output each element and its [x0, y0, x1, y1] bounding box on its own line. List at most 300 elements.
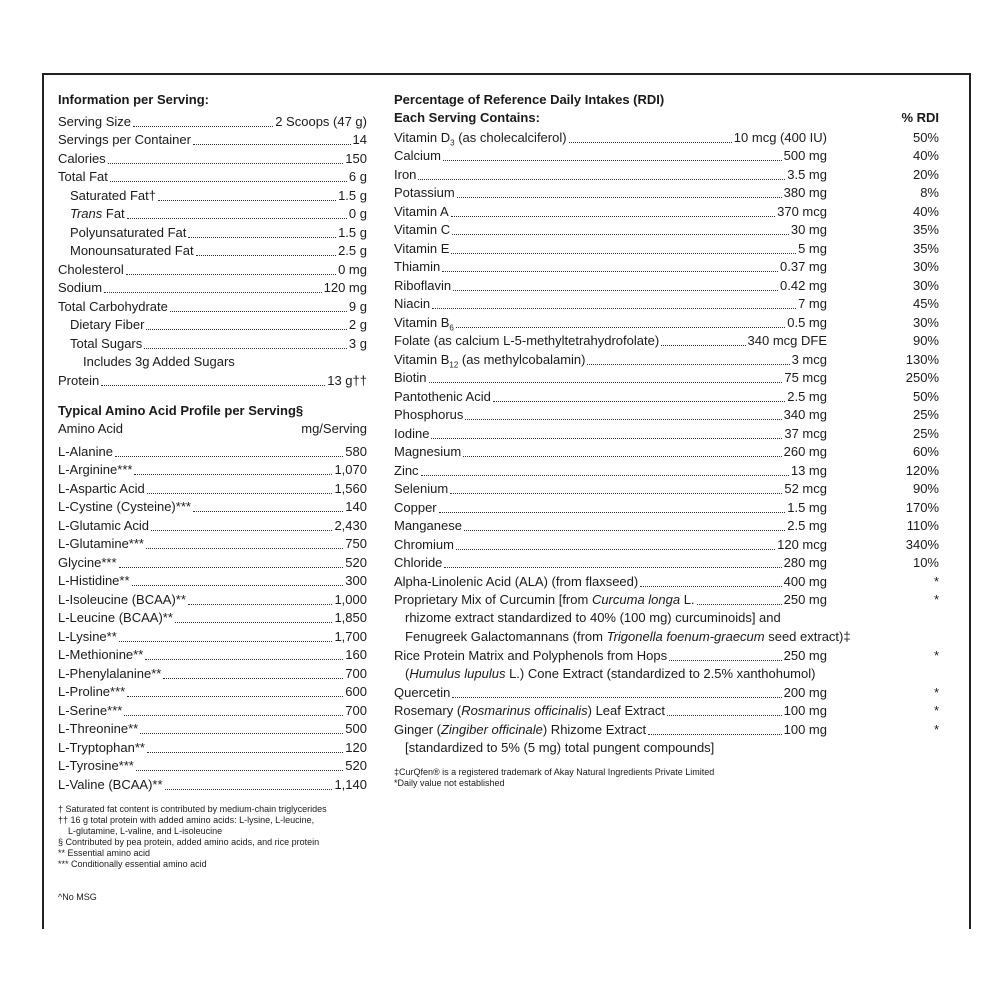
- rdi-title: Percentage of Reference Daily Intakes (RDI): [394, 92, 665, 107]
- leader-dots: [188, 237, 336, 238]
- rdi-row: [394, 406, 939, 425]
- row-label: Cholesterol: [58, 261, 124, 277]
- row-label: L-Glutamine***: [58, 536, 144, 551]
- leader-dots: [465, 419, 781, 420]
- subscript: 12: [449, 360, 459, 370]
- amino-row: [58, 627, 367, 646]
- rdi-row-pct: 60%: [912, 444, 939, 459]
- rdi-row-pct: 30%: [912, 314, 939, 330]
- rdi-row-pct: 50%: [912, 388, 939, 404]
- row-label: Trans Fat: [70, 206, 125, 221]
- subscript: 3: [450, 138, 455, 148]
- info-row-protein: [58, 371, 367, 390]
- row-label: L-Lysine**: [58, 628, 117, 644]
- row-value: 2,430: [334, 517, 367, 533]
- rdi-row-value: 0.5 mg: [787, 314, 827, 330]
- label-italic-text: Zingiber officinale: [440, 721, 543, 737]
- rdi-row-rice-protein: [394, 646, 939, 665]
- rdi-row-value: 370 mcg: [777, 203, 827, 219]
- info-row: [58, 149, 367, 168]
- row-label: L-Leucine (BCAA)**: [58, 610, 173, 625]
- label-italic-text: Curcuma longa: [591, 592, 681, 607]
- rdi-row-value: 120 mcg: [777, 536, 827, 552]
- row-value: 150: [345, 150, 367, 166]
- rdi-row-pct: 25%: [912, 407, 939, 422]
- leader-dots: [587, 364, 789, 365]
- row-value: 1.5 g: [338, 224, 367, 240]
- rdi-row-label: Iron: [394, 166, 417, 182]
- row-label: Saturated Fat†: [70, 187, 156, 203]
- leader-dots: [456, 549, 775, 550]
- leader-dots: [196, 255, 337, 256]
- rdi-row-label: Zinc: [394, 462, 419, 478]
- leader-dots: [443, 160, 782, 161]
- rdi-row-pct: 170%: [905, 499, 939, 515]
- rdi-row-pct: 35%: [912, 240, 939, 256]
- rdi-row: [394, 443, 939, 462]
- leader-dots: [669, 660, 782, 661]
- row-label: L-Tyrosine***: [58, 758, 134, 773]
- info-row-label: Protein: [58, 372, 100, 388]
- row-value: 2 g: [348, 317, 367, 332]
- row-value: 1,070: [334, 462, 367, 477]
- rdi-row-label: Iodine: [394, 425, 430, 441]
- rdi-row-label: Vitamin $B_6$: [394, 314, 454, 333]
- added-sugars-note: Includes 3g Added Sugars: [83, 353, 235, 369]
- row-value: 9 g: [348, 298, 367, 314]
- rdi-row-pct: *: [933, 703, 939, 718]
- rdi-row-pct: *: [933, 592, 939, 607]
- left-footnotes: [58, 804, 367, 870]
- leader-dots: [697, 604, 782, 605]
- leader-dots: [101, 385, 325, 386]
- rdi-row-value: 100 mg: [783, 703, 827, 718]
- rdi-row-label: Pantothenic Acid: [394, 388, 491, 404]
- label-italic-text: Humulus lupulus: [409, 665, 506, 681]
- info-row: [58, 297, 367, 316]
- no-msg-note: ^No MSG: [58, 891, 97, 902]
- rdi-row-value: 260 mg: [783, 444, 827, 459]
- rdi-row-quercetin: [394, 683, 939, 702]
- rdi-row-value: 0.42 mg: [780, 277, 827, 293]
- amino-row: [58, 738, 367, 757]
- row-label: Calories: [58, 150, 106, 166]
- row-value: 1,560: [334, 480, 367, 496]
- info-title: Information per Serving:: [58, 92, 209, 107]
- rdi-subheader: [394, 109, 939, 127]
- rdi-row-value: 340 mcg DFE: [747, 333, 827, 348]
- row-label: Servings per Container: [58, 132, 191, 147]
- leader-dots: [444, 567, 781, 568]
- rdi-row-label: Chloride: [394, 555, 443, 570]
- rdi-row-pct: 40%: [912, 203, 939, 219]
- leader-dots: [452, 234, 789, 235]
- row-value: 120: [345, 739, 367, 755]
- footnote: † Saturated fat content is contributed by medium-chain triglycerides: [58, 803, 327, 814]
- rdi-row-value: 500 mg: [783, 148, 827, 163]
- rdi-row-label: Niacin: [394, 296, 431, 311]
- row-label: L-Phenylalanine**: [58, 665, 162, 681]
- rdi-row: [394, 202, 939, 221]
- amino-row: [58, 479, 367, 498]
- rdi-row-pct: *: [933, 721, 939, 737]
- row-value: 300: [345, 573, 367, 588]
- rdi-row-label: Vitamin A: [394, 203, 449, 219]
- leader-dots: [158, 200, 336, 201]
- leader-dots: [667, 715, 782, 716]
- row-value: 750: [345, 536, 367, 551]
- rdi-row: [394, 128, 939, 147]
- leader-dots: [140, 733, 343, 734]
- leader-dots: [119, 567, 344, 568]
- rdi-row: [394, 369, 939, 388]
- rdi-row: [394, 480, 939, 499]
- row-label: Glycine***: [58, 554, 117, 570]
- footnote: § Contributed by pea protein, added amino acids, and rice protein: [58, 836, 320, 847]
- rdi-rows: [394, 128, 939, 591]
- rdi-row-label: Vitamin E: [394, 240, 450, 256]
- row-value: 0 g: [348, 206, 367, 221]
- amino-title: Typical Amino Acid Profile per Serving§: [58, 402, 304, 418]
- row-value: 1.5 g: [338, 187, 367, 203]
- leader-dots: [418, 179, 785, 180]
- label-text: Rosemary (: [394, 703, 462, 718]
- amino-row: [58, 683, 367, 702]
- rdi-row-label: Phosphorus: [394, 407, 464, 422]
- row-value: 14: [352, 132, 367, 147]
- rdi-row-value: 0.37 mg: [780, 259, 827, 274]
- row-value: 120 mg: [323, 280, 367, 295]
- footnote: L-glutamine, L-valine, and L-isoleucine: [68, 825, 223, 836]
- info-row: [58, 279, 367, 298]
- rdi-row-value: 2.5 mg: [787, 518, 827, 533]
- leader-dots: [661, 345, 745, 346]
- leader-dots: [163, 678, 343, 679]
- rdi-row-pct: 120%: [905, 462, 939, 478]
- row-value: 1,140: [334, 776, 367, 792]
- rdi-ginger-line2: [standardized to 5% (5 mg) total pungent compounds]: [405, 739, 715, 755]
- rdi-row-value: 100 mg: [783, 721, 827, 737]
- rdi-row-value: 280 mg: [783, 555, 827, 570]
- leader-dots: [188, 604, 333, 605]
- row-label: L-Methionine**: [58, 647, 144, 662]
- leader-dots: [146, 548, 343, 549]
- leader-dots: [127, 696, 343, 697]
- rdi-row-label: Vitamin C: [394, 222, 451, 237]
- rdi-row-value: 380 mg: [783, 185, 827, 200]
- label-text: L.) Cone Extract (standardized to 2.5% xanthohumol): [505, 665, 816, 681]
- rdi-row: [394, 184, 939, 203]
- rdi-row: [394, 517, 939, 536]
- leader-dots: [569, 142, 732, 143]
- rdi-row-label: [394, 702, 665, 720]
- rdi-row-pct: 8%: [920, 185, 939, 200]
- rdi-row-pct: 90%: [912, 333, 939, 348]
- rdi-row-pct: 30%: [912, 259, 939, 274]
- amino-row: [58, 590, 367, 609]
- label-italic-text: Rosmarinus officinalis: [461, 703, 588, 718]
- rdi-row-label: Quercetin: [394, 684, 451, 700]
- label-text: seed extract)‡: [764, 628, 851, 644]
- row-label: Polyunsaturated Fat: [70, 224, 187, 240]
- row-value: 6 g: [348, 169, 367, 184]
- row-value: 2.5 g: [338, 243, 367, 258]
- leader-dots: [421, 475, 789, 476]
- row-value: 520: [345, 554, 367, 570]
- rdi-row-value: 37 mcg: [784, 425, 827, 441]
- rdi-subtitle: Each Serving Contains:: [394, 110, 540, 125]
- row-label: L-Glutamic Acid: [58, 517, 150, 533]
- leader-dots: [439, 512, 786, 513]
- info-row: [58, 205, 367, 224]
- leader-dots: [175, 622, 333, 623]
- rdi-row-ginger: [394, 720, 939, 739]
- leader-dots: [648, 734, 781, 735]
- label-text: Ginger (: [394, 721, 441, 737]
- rdi-row-value: 2.5 mg: [787, 388, 827, 404]
- rdi-row-pct: 90%: [912, 481, 939, 496]
- leader-dots: [456, 327, 785, 328]
- rdi-row-value: 340 mg: [783, 407, 827, 422]
- amino-row: [58, 775, 367, 794]
- leader-dots: [451, 253, 796, 254]
- rdi-row-pct: 130%: [905, 351, 939, 367]
- amino-row: [58, 757, 367, 776]
- row-label: L-Histidine**: [58, 573, 130, 588]
- row-value: 140: [345, 499, 367, 514]
- leader-dots: [151, 530, 332, 531]
- rdi-row-value: 75 mcg: [784, 370, 827, 385]
- rdi-row-pct: *: [933, 647, 939, 663]
- row-label: Monounsaturated Fat: [70, 243, 194, 258]
- rdi-row-label: Riboflavin: [394, 277, 452, 293]
- amino-row: [58, 646, 367, 665]
- leader-dots: [108, 163, 344, 164]
- row-label: Dietary Fiber: [70, 317, 145, 332]
- rdi-row-label: Selenium: [394, 481, 449, 496]
- label-text: L.: [680, 592, 695, 607]
- rdi-row-label: [394, 591, 695, 609]
- rdi-row: [394, 276, 939, 295]
- amino-header-row: [58, 420, 367, 439]
- info-row: [58, 316, 367, 335]
- row-label: Total Carbohydrate: [58, 298, 168, 314]
- row-value: 1,850: [334, 610, 367, 625]
- row-label: L-Threonine**: [58, 721, 139, 736]
- rdi-row-pct: 110%: [906, 518, 939, 533]
- rdi-row-label: Alpha-Linolenic Acid (ALA) (from flaxseed): [394, 573, 639, 589]
- rdi-row: [394, 239, 939, 258]
- leader-dots: [127, 218, 347, 219]
- rdi-row-value: 10 mcg (400 IU): [733, 129, 827, 145]
- rdi-row-pct: 45%: [912, 296, 939, 311]
- row-label: L-Aspartic Acid: [58, 480, 145, 496]
- italic-text: Trans: [70, 206, 103, 221]
- rdi-row-value: 1.5 mg: [787, 499, 827, 515]
- rdi-row-value: 5 mg: [798, 240, 827, 256]
- rdi-row-label: Chromium: [394, 536, 454, 552]
- row-value: 600: [345, 684, 367, 699]
- row-label: Serving Size: [58, 113, 131, 129]
- rdi-row-pct: 35%: [912, 222, 939, 237]
- rdi-row: [394, 554, 939, 573]
- leader-dots: [431, 438, 782, 439]
- rdi-row-label: [394, 721, 646, 739]
- info-row: [58, 334, 367, 353]
- leader-dots: [124, 715, 343, 716]
- row-label: L-Proline***: [58, 684, 126, 699]
- leader-dots: [432, 308, 796, 309]
- leader-dots: [453, 290, 778, 291]
- leader-dots: [145, 659, 343, 660]
- leader-dots: [133, 126, 273, 127]
- amino-row: [58, 572, 367, 591]
- row-label: Sodium: [58, 280, 103, 295]
- row-label: L-Serine***: [58, 702, 123, 718]
- row-value: 700: [345, 665, 367, 681]
- rdi-row-curcumin: [394, 591, 939, 610]
- row-value: 520: [345, 758, 367, 773]
- row-value: 1,000: [334, 591, 367, 607]
- leader-dots: [115, 456, 343, 457]
- amino-row: [58, 442, 367, 461]
- amino-rows: [58, 442, 367, 794]
- rdi-row-value: 3.5 mg: [787, 166, 827, 182]
- amino-row: [58, 720, 367, 739]
- leader-dots: [126, 274, 336, 275]
- footnote: ‡CurQfen® is a registered trademark of Akay Natural Ingredients Private Limited: [394, 767, 715, 777]
- rdi-curcumin-line2: rhizome extract standardized to 40% (100 mg) curcuminoids] and: [405, 610, 781, 625]
- info-rows: [58, 112, 367, 353]
- left-column: [58, 91, 367, 903]
- footnote: *** Conditionally essential amino acid: [58, 858, 207, 869]
- leader-dots: [640, 586, 781, 587]
- rdi-row-label: Magnesium: [394, 444, 462, 459]
- rdi-row: [394, 147, 939, 166]
- label-text: Proprietary Mix of Curcumin [from: [394, 592, 592, 607]
- row-label: L-Isoleucine (BCAA)**: [58, 591, 186, 607]
- leader-dots: [450, 493, 782, 494]
- info-row: [58, 131, 367, 150]
- rdi-row: [394, 350, 939, 369]
- rdi-row-pct: 40%: [912, 148, 939, 163]
- row-value: 0 mg: [338, 261, 367, 277]
- rdi-row-pct: 25%: [912, 425, 939, 441]
- rdi-row: [394, 165, 939, 184]
- rdi-row: [394, 258, 939, 277]
- label-text: ) Rhizome Extract: [542, 721, 647, 737]
- subscript: 6: [449, 323, 454, 333]
- rdi-row-value: 250 mg: [783, 647, 827, 663]
- leader-dots: [146, 329, 347, 330]
- rdi-row: [394, 332, 939, 351]
- leader-dots: [442, 271, 778, 272]
- row-label: L-Cystine (Cysteine)***: [58, 499, 191, 514]
- amino-row: [58, 664, 367, 683]
- row-value: 160: [345, 647, 367, 662]
- rdi-row-pct: 10%: [912, 555, 939, 570]
- row-value: 500: [345, 721, 367, 736]
- rdi-row: [394, 572, 939, 591]
- row-value: 2 Scoops (47 g): [275, 113, 367, 129]
- label-italic-text: Trigonella foenum-graecum: [606, 628, 765, 644]
- info-row: [58, 186, 367, 205]
- rdi-row: [394, 387, 939, 406]
- label-text: (: [405, 665, 410, 681]
- rdi-row: [394, 313, 939, 332]
- amino-row: [58, 701, 367, 720]
- row-value: 1,700: [334, 628, 367, 644]
- rdi-row-pct: *: [933, 573, 939, 589]
- amino-row: [58, 516, 367, 535]
- row-value: 3 g: [348, 335, 367, 351]
- label-text: Fenugreek Galactomannans (from: [405, 628, 607, 644]
- rdi-row-label: Rice Protein Matrix and Polyphenols from Hops: [394, 647, 668, 663]
- leader-dots: [451, 216, 775, 217]
- right-column: [394, 91, 939, 789]
- rdi-row: [394, 535, 939, 554]
- rdi-row-value: 13 mg: [790, 462, 827, 478]
- rdi-col-pct: % RDI: [901, 110, 939, 125]
- rdi-row-pct: 20%: [912, 166, 939, 182]
- rdi-row-pct: 250%: [905, 370, 939, 385]
- leader-dots: [493, 401, 785, 402]
- footnote: †† 16 g total protein with added amino acids: L-lysine, L-leucine,: [58, 814, 315, 825]
- rdi-row-value: 400 mg: [783, 573, 827, 589]
- rdi-row: [394, 295, 939, 314]
- amino-row: [58, 553, 367, 572]
- row-label: Total Fat: [58, 169, 108, 184]
- row-label: Total Sugars: [70, 335, 143, 351]
- rdi-row: [394, 424, 939, 443]
- leader-dots: [110, 181, 347, 182]
- rdi-rice-line2: [394, 665, 939, 684]
- rdi-row-label: Calcium: [394, 148, 441, 163]
- rdi-row-label: Potassium: [394, 185, 455, 200]
- rdi-row: [394, 221, 939, 240]
- rdi-row-label: Thiamin: [394, 259, 441, 274]
- rdi-row-label: Vitamin $D_3$ (as cholecalciferol): [394, 129, 567, 148]
- amino-row: [58, 609, 367, 628]
- rdi-row-value: 7 mg: [798, 296, 827, 311]
- row-value: 700: [345, 702, 367, 718]
- leader-dots: [170, 311, 347, 312]
- rdi-row-pct: 340%: [905, 536, 939, 552]
- amino-row: [58, 535, 367, 554]
- rdi-row-label: Copper: [394, 499, 437, 515]
- leader-dots: [193, 144, 351, 145]
- rdi-row: [394, 498, 939, 517]
- row-label: L-Tryptophan**: [58, 739, 145, 755]
- rdi-row: [394, 461, 939, 480]
- amino-col-name: Amino Acid: [58, 420, 124, 436]
- info-row: [58, 242, 367, 261]
- row-label: L-Arginine***: [58, 462, 133, 477]
- leader-dots: [193, 511, 343, 512]
- rdi-row-rosemary: [394, 702, 939, 721]
- leader-dots: [144, 348, 347, 349]
- leader-dots: [119, 641, 333, 642]
- info-row: [58, 112, 367, 131]
- rdi-row-value: 200 mg: [783, 684, 827, 700]
- rdi-row-value: 52 mcg: [784, 481, 827, 496]
- rdi-row-pct: 30%: [912, 277, 939, 293]
- amino-row: [58, 461, 367, 480]
- amino-col-unit: mg/Serving: [301, 420, 367, 436]
- leader-dots: [463, 456, 781, 457]
- rdi-row-value: 3 mcg: [791, 351, 827, 367]
- info-row-value: 13 g††: [327, 372, 367, 388]
